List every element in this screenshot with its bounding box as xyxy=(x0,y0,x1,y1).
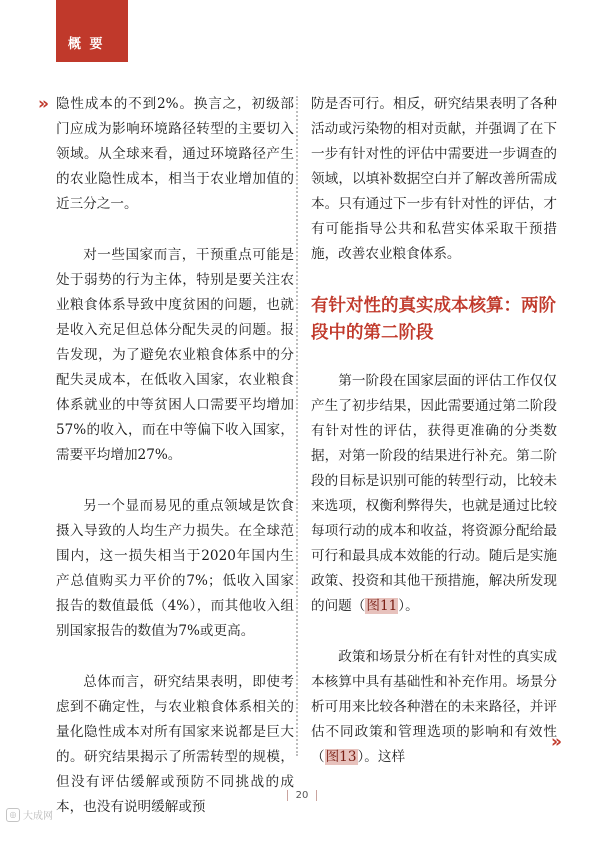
right-paragraph-intro: 防是否可行。相反，研究结果表明了各种活动或污染物的相对贡献，并强调了在下一步有针对性的评估中需要进一步调查的领域，以填补数据空白并了解改善所需成本。只有通过下一步有针对性的评估，才有可能指导公共和私营实体采取干预措施，改善农业粮食体系。 xyxy=(311,96,557,262)
watermark xyxy=(6,807,53,822)
section-heading: 有针对性的真实成本核算：两阶段中的第二阶段 xyxy=(311,296,556,343)
left-paragraph-1: 隐性成本的不到2%。换言之，初级部门应成为影响环境路径转型的主要切入领域。从全球来看，通过环境路径产生的农业隐性成本，相当于农业增加值的近三分之一。 xyxy=(56,96,294,212)
continue-from-chevron-icon: » xyxy=(38,94,49,114)
para2-text: 政策和场景分析在有针对性的真实成本核算中具有基础性和补充作用。场景分析可用来比较各种潜在的未来路径，并评估不同政策和管理选项的影响和有效性（ xyxy=(311,649,557,765)
left-paragraph-3: 另一个显而易见的重点领域是饮食摄入导致的人均生产力损失。在全球范围内，这一损失相当于2020年国内生产总值购买力平价的7%；低收入国家报告的数值最低（4%），而其他收入组别国家报告的数值为7%或更高。 xyxy=(56,498,294,639)
column-divider xyxy=(296,96,298,756)
para1-tail: ）。 xyxy=(398,598,419,614)
right-paragraph-1 xyxy=(311,369,557,619)
left-column xyxy=(56,92,294,846)
figure-13-link[interactable]: 图13 xyxy=(325,749,357,765)
para1-text: 第一阶段在国家层面的评估工作仅仅产生了初步结果，因此需要通过第二阶段有针对性的评估，获得更准确的分类数据，对第一阶段的结果进行补充。第二阶段的目标是识别可能的转型行动，比较未来选项，权衡利弊得失，也就是通过比较每项行动的成本和收益，将资源分配给最可行和最具成本效能的行动。随后是实施政策、投资和其他干预措施，解决所发现的问题（ xyxy=(311,373,557,614)
page-number: 20 xyxy=(287,790,318,801)
watermark-text: 大成网 xyxy=(23,811,53,822)
section-label: 概 要 xyxy=(68,37,105,52)
section-tab xyxy=(56,0,128,62)
continue-to-chevron-icon: » xyxy=(551,732,562,752)
para2-tail: ）。这样 xyxy=(357,749,406,765)
right-paragraph-2 xyxy=(311,645,557,770)
page-footer xyxy=(0,785,604,805)
left-paragraph-2: 对一些国家而言，干预重点可能是处于弱势的行为主体，特别是要关注农业粮食体系导致中度贫困的问题，也就是收入充足但总体分配失灵的问题。报告发现，为了避免农业粮食体系中的分配失灵成本，在低收入国家，农业粮食体系就业的中等贫困人口需要平均增加57%的收入，而在中等偏下收入国家，需要平均增加27%。 xyxy=(56,247,294,463)
figure-11-link[interactable]: 图11 xyxy=(366,598,398,614)
right-column xyxy=(311,92,557,796)
left-paragraph-4: 总体而言，研究结果表明，即使考虑到不确定性，与农业粮食体系相关的量化隐性成本对所有国家来说都是巨大的。研究结果揭示了所需转型的规模，但没有评估缓解或预防不同挑战的成本，也没有说明缓解或预 xyxy=(56,674,294,815)
watermark-logo-icon: ◎ xyxy=(6,808,20,822)
